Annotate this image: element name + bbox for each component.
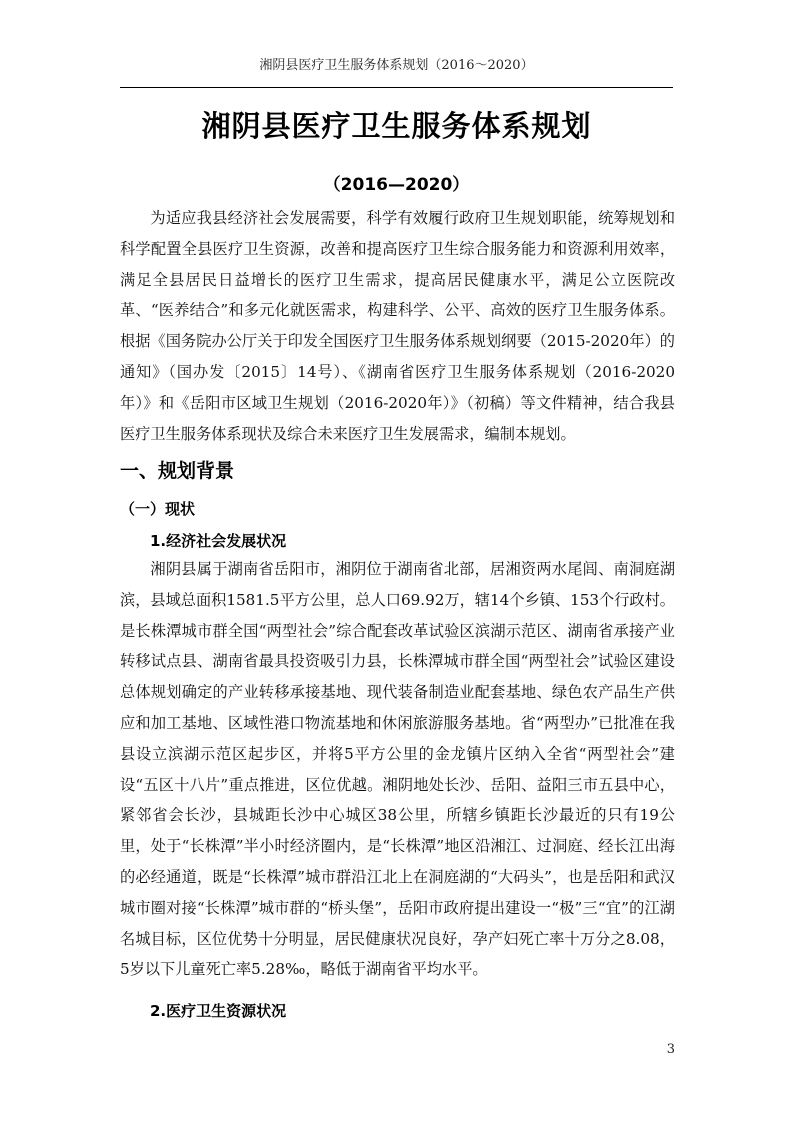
intro-paragraph: 为适应我县经济社会发展需要，科学有效履行政府卫生规划职能，统筹规划和科学配置全县医疗卫生资源，改善和提高医疗卫生综合服务能力和资源利用效率，满足全县居民日益增长的医疗卫生需求，提高居民健康水平，满足公立医院改革、“医养结合”和多元化就医需求，构建科学、公平、高效的医疗卫生服务体系。根据《国务院办公厅关于印发全国医疗卫生服务体系规划纲要（2015-2020年）的通知》（国办发〔2015〕14号）、《湖南省医疗卫生服务体系规划（2016-2020年）》和《岳阳市区域卫生规划（2016-2020年）》（初稿）等文件精神，结合我县医疗卫生服务体系现状及综合未来医疗卫生发展需求，编制本规划。 xyxy=(120,209,675,443)
economy-paragraph: 湘阴县属于湖南省岳阳市，湘阴位于湖南省北部，居湘资两水尾闾、南洞庭湖滨，县域总面积1581.5平方公里，总人口69.92万，辖14个乡镇、153个行政村。是长株潭城市群全国“两型社会”综合配套改革试验区滨湖示范区、湖南省承接产业转移试点县、湖南省最具投资吸引力县，长株潭城市群全国“两型社会”试验区建设总体规划确定的产业转移承接基地、现代装备制造业配套基地、绿色农产品生产供应和加工基地、区域性港口物流基地和休闲旅游服务基地。省“两型办”已批准在我县设立滨湖示范区起步区，并将5平方公里的金龙镇片区纳入全省“两型社会”建设“五区十八片”重点推进，区位优越。湘阴地处长沙、岳阳、益阳三市五县中心，紧邻省会长沙，县城距长沙中心城区38公里，所辖乡镇距长沙最近的只有19公里，处于“长株潭”半小时经济圈内，是“长株潭”地区沿湘江、过洞庭、经长江出海的必经通道，既是“长株潭”城市群沿江北上在洞庭湖的“大码头”，也是岳阳和武汉城市圈对接“长株潭”城市群的“桥头堡”，岳阳市政府提出建设一“极”三“宜”的江湖名城目标，区位优势十分明显，居民健康状况良好，孕产妇死亡率十万分之8.08，5岁以下儿童死亡率5.28‰，略低于湖南省平均水平。 xyxy=(120,560,675,979)
running-header: 湘阴县医疗卫生服务体系规划（2016～2020） xyxy=(259,58,534,73)
header-divider xyxy=(120,87,673,88)
document-years: （2016—2020） xyxy=(323,175,470,195)
document-title: 湘阴县医疗卫生服务体系规划 xyxy=(201,109,592,143)
page-number: 3 xyxy=(666,1042,675,1057)
subsection-heading-status: （一）现状 xyxy=(120,500,196,518)
section-heading-background: 一、规划背景 xyxy=(120,460,235,482)
item-heading-economy: 1.经济社会发展状况 xyxy=(150,532,287,550)
item-heading-resources: 2.医疗卫生资源状况 xyxy=(150,1002,287,1020)
